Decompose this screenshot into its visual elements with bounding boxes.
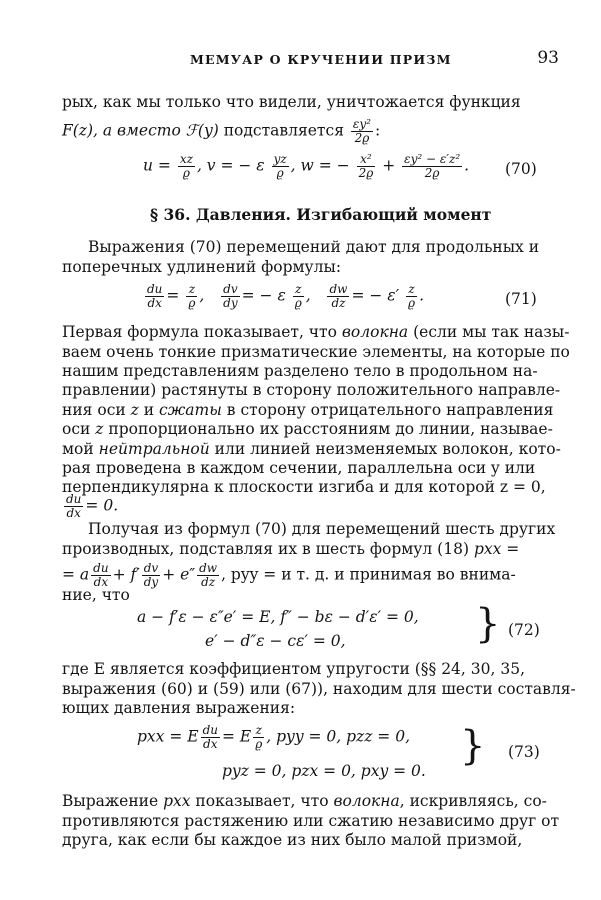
para4-line4: ние, что bbox=[62, 586, 130, 604]
text: и bbox=[138, 401, 159, 419]
right-brace: } bbox=[475, 601, 501, 647]
fraction bbox=[351, 118, 373, 145]
para3-line10 bbox=[62, 493, 118, 520]
fraction bbox=[357, 153, 376, 180]
numerator: εy² − ε′z² bbox=[404, 152, 461, 166]
fraction bbox=[253, 724, 264, 751]
denominator: ϱ bbox=[294, 296, 302, 310]
para2-line2: поперечных удлинений формулы: bbox=[62, 258, 342, 276]
equation-number-70: (70) bbox=[505, 160, 537, 178]
text: : bbox=[374, 121, 381, 140]
fraction bbox=[186, 283, 197, 310]
para4-line1: Получая из формул (70) для перемещений шесть других bbox=[88, 520, 556, 538]
fraction bbox=[406, 283, 417, 310]
fraction bbox=[91, 562, 110, 589]
fraction bbox=[145, 283, 164, 310]
math: pxx bbox=[163, 792, 191, 810]
eq-part: pxx = E bbox=[137, 727, 199, 746]
fraction bbox=[402, 153, 462, 180]
math: pxx = bbox=[473, 540, 520, 558]
numerator: du bbox=[66, 492, 82, 506]
para3-line9: перпендикулярна к плоскости изгиба и для которой z = 0, bbox=[62, 478, 546, 496]
right-brace: } bbox=[460, 723, 486, 769]
denominator: dz bbox=[201, 575, 216, 589]
denominator: dy bbox=[143, 575, 159, 589]
equation-72-row1: a − f′ε − ε″e′ = E, f″ − bε − d′ε′ = 0, bbox=[137, 608, 419, 626]
para3-line1 bbox=[62, 323, 569, 341]
text: F(z), а вместо bbox=[62, 121, 186, 140]
text: подставляется bbox=[218, 121, 349, 140]
text: (если мы так назы- bbox=[408, 323, 570, 341]
italic-term: волокна bbox=[333, 792, 400, 810]
eq-part: = bbox=[166, 286, 180, 305]
equation-73-row1 bbox=[137, 724, 410, 751]
text: Выражение bbox=[62, 792, 164, 810]
para6-line2: противляются растяжению или сжатию независимо друг от bbox=[62, 812, 560, 830]
eq-part: , pyy = 0, pzz = 0, bbox=[266, 727, 411, 746]
section-heading: § 36. Давления. Изгибающий момент bbox=[150, 205, 492, 224]
para1-line2 bbox=[62, 118, 380, 145]
numerator: xz bbox=[179, 152, 193, 166]
numerator: dv bbox=[223, 282, 238, 296]
fraction bbox=[197, 562, 219, 589]
para3-line2: ваем очень тонкие призматические элементы, на которые по bbox=[62, 343, 570, 361]
text: пропорционально их расстояниям до линии, называе- bbox=[103, 420, 553, 438]
denominator: ϱ bbox=[182, 166, 190, 180]
numerator: z bbox=[186, 283, 197, 297]
para3-line5 bbox=[62, 401, 553, 419]
para2-line1: Выражения (70) перемещений дают для продольных и bbox=[88, 238, 540, 256]
fraction bbox=[64, 493, 83, 520]
text: = 0. bbox=[85, 496, 119, 515]
text: оси bbox=[62, 420, 96, 438]
equation-number-72: (72) bbox=[508, 621, 540, 639]
italic-term: z bbox=[95, 420, 104, 438]
para3-line7 bbox=[62, 440, 561, 458]
eq-part: = − ε′ bbox=[351, 286, 400, 305]
para3-line4: правлении) растянуты в сторону положительного направле- bbox=[62, 381, 561, 399]
equation-number-73: (73) bbox=[508, 743, 540, 761]
numerator: dw bbox=[199, 561, 218, 575]
para3-line3: нашим представлениям разделено тело в продольном на- bbox=[62, 362, 538, 380]
italic-term: сжаты bbox=[159, 401, 222, 419]
eq-part: + e″ bbox=[162, 565, 196, 584]
denominator: 2ϱ bbox=[424, 166, 440, 180]
eq-part: . bbox=[419, 286, 425, 305]
numerator: du bbox=[202, 723, 218, 737]
script-f: ℱ(y) bbox=[185, 121, 219, 140]
numerator: du bbox=[93, 561, 109, 575]
denominator: dx bbox=[93, 575, 109, 589]
para6-line3: друга, как если бы каждое из них было малой призмой, bbox=[62, 831, 523, 849]
equation-72-row2: e′ − d″ε − cε′ = 0, bbox=[205, 632, 346, 650]
numerator: z bbox=[293, 283, 304, 297]
denominator: dx bbox=[147, 296, 162, 310]
para3-line8: рая проведена в каждом сечении, параллельна оси y или bbox=[62, 459, 536, 477]
para5-line1: где E является коэффициентом упругости (§§ 24, 30, 35, bbox=[62, 660, 525, 678]
fraction bbox=[201, 724, 220, 751]
numerator: x² bbox=[357, 153, 376, 167]
denominator: dx bbox=[203, 737, 218, 751]
italic-term: волокна bbox=[341, 323, 409, 341]
denominator: 2ϱ bbox=[358, 166, 374, 180]
eq-part: . bbox=[464, 156, 470, 175]
text: в сторону отрицательного направления bbox=[221, 401, 554, 419]
numerator: dw bbox=[329, 282, 348, 296]
equation-73-row2: pyz = 0, pzx = 0, pxy = 0. bbox=[222, 762, 426, 780]
running-header: МЕМУАР О КРУЧЕНИИ ПРИЗМ bbox=[190, 52, 452, 67]
denominator: dy bbox=[223, 296, 238, 310]
denominator: ϱ bbox=[408, 296, 416, 310]
numerator: εy² bbox=[352, 117, 371, 131]
para4-line3 bbox=[62, 562, 516, 589]
para6-line1 bbox=[62, 792, 547, 810]
eq-part: = − ε bbox=[241, 286, 286, 305]
text: мой bbox=[62, 440, 99, 458]
numerator: yz bbox=[273, 152, 287, 166]
numerator: du bbox=[147, 282, 163, 296]
fraction bbox=[293, 283, 304, 310]
text: производных, подставляя их в шесть формул (18) bbox=[62, 540, 470, 558]
fraction bbox=[221, 283, 239, 310]
numerator: z bbox=[253, 724, 264, 738]
text: показывает, что bbox=[190, 792, 334, 810]
italic-term: z bbox=[130, 401, 139, 419]
para1-line1: рых, как мы только что видели, уничтожается функция bbox=[62, 93, 521, 111]
denominator: ϱ bbox=[276, 166, 284, 180]
eq-part: , v = − ε bbox=[196, 156, 265, 175]
para3-line6 bbox=[62, 420, 553, 438]
fraction bbox=[327, 283, 349, 310]
eq-part: u = bbox=[143, 156, 171, 175]
numerator: z bbox=[406, 283, 417, 297]
equation-70 bbox=[143, 153, 469, 180]
para5-line2: выражения (60) и (59) или (67)), находим для шести составля- bbox=[62, 680, 576, 698]
denominator: dz bbox=[331, 296, 346, 310]
eq-part: = E bbox=[221, 727, 252, 746]
italic-term: нейтральной bbox=[98, 440, 210, 458]
eq-part: = a bbox=[62, 565, 90, 584]
denominator: ϱ bbox=[255, 737, 263, 751]
eq-part: , w = − bbox=[290, 156, 350, 175]
eq-part: + f′ bbox=[112, 565, 140, 584]
equation-number-71: (71) bbox=[505, 290, 537, 308]
fraction bbox=[272, 153, 289, 180]
text: или линией неизменяемых волокон, кото- bbox=[209, 440, 561, 458]
fraction bbox=[178, 153, 195, 180]
text: , pyy = и т. д. и принимая во внима- bbox=[221, 565, 516, 584]
denominator: dx bbox=[66, 506, 81, 520]
numerator: dv bbox=[143, 561, 159, 575]
text: , искривляясь, со- bbox=[399, 792, 547, 810]
text: Первая формула показывает, что bbox=[62, 323, 342, 341]
denominator: ϱ bbox=[188, 296, 196, 310]
eq-part: + bbox=[382, 156, 396, 175]
para4-line2 bbox=[62, 540, 519, 558]
fraction bbox=[142, 562, 160, 589]
equation-71: $\frac{du}{dx}$ = $\frac{z}{ϱ}$ , $\frac{dv}{dy}$ = − ε $\frac{z}{ϱ}$ , $\frac{dw}{dz}$ = − ε′ $\frac{z}{ϱ}$ . bbox=[147, 282, 425, 310]
denominator: 2ϱ bbox=[354, 131, 370, 145]
page-number: 93 bbox=[537, 48, 559, 68]
text: ния оси bbox=[62, 401, 131, 419]
para5-line3: ющих давления выражения: bbox=[62, 699, 296, 717]
